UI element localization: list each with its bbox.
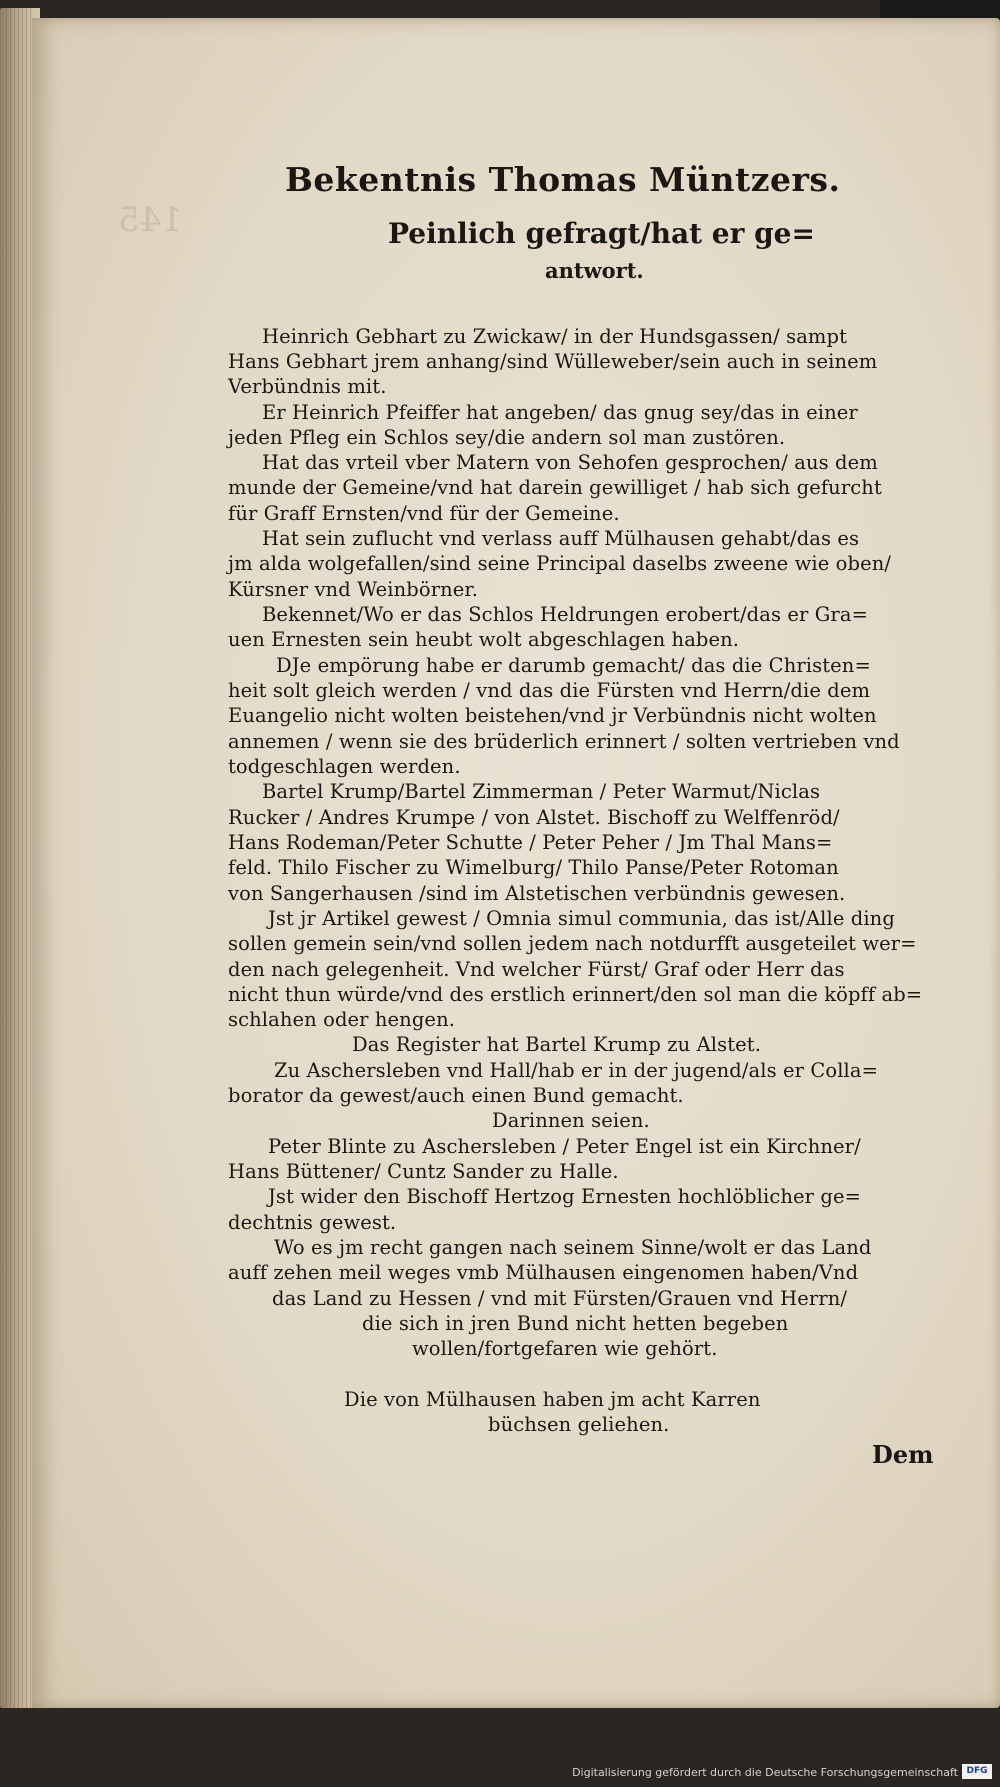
page-subtitle-continuation: antwort. [545, 258, 644, 283]
text-line: Jst wider den Bischoff Hertzog Ernesten hochlöblicher ge= [268, 1185, 862, 1208]
text-line: wollen/fortgefaren wie gehört. [412, 1337, 718, 1360]
text-line: Zu Aschersleben vnd Hall/hab er in der jugend/als er Colla= [274, 1059, 879, 1082]
text-line: Hans Rodeman/Peter Schutte / Peter Peher / Jm Thal Mans= [228, 831, 833, 854]
text-line: auff zehen meil weges vmb Mülhausen eingenomen haben/Vnd [228, 1261, 859, 1284]
text-line: DJe empörung habe er darumb gemacht/ das die Christen= [276, 654, 871, 677]
text-line: Bartel Krump/Bartel Zimmerman / Peter Warmut/Niclas [262, 780, 821, 803]
text-line: das Land zu Hessen / vnd mit Fürsten/Grauen vnd Herrn/ [272, 1287, 848, 1310]
text-line: für Graff Ernsten/vnd für der Gemeine. [228, 502, 620, 525]
text-line: feld. Thilo Fischer zu Wimelburg/ Thilo Panse/Peter Rotoman [228, 856, 839, 879]
text-line: Verbündnis mit. [228, 375, 387, 398]
text-line: sollen gemein sein/vnd sollen jedem nach notdurfft ausgeteilet wer= [228, 932, 917, 955]
text-line: Heinrich Gebhart zu Zwickaw/ in der Hundsgassen/ sampt [262, 325, 848, 348]
catchword: Dem [872, 1440, 934, 1469]
show-through-folio: 145 [118, 200, 183, 240]
text-line: Hans Büttener/ Cuntz Sander zu Halle. [228, 1160, 619, 1183]
text-line: Die von Mülhausen haben jm acht Karren [344, 1388, 761, 1411]
text-line: die sich in jren Bund nicht hetten begeben [362, 1312, 789, 1335]
text-line: büchsen geliehen. [488, 1413, 670, 1436]
text-line: jm alda wolgefallen/sind seine Principal daselbs zweene wie oben/ [228, 552, 892, 575]
text-line: den nach gelegenheit. Vnd welcher Fürst/ Graf oder Herr das [228, 958, 845, 981]
text-line: uen Ernesten sein heubt wolt abgeschlagen haben. [228, 628, 740, 651]
text-line: Darinnen seien. [492, 1109, 650, 1132]
text-line: Hat das vrteil vber Matern von Sehofen gesprochen/ aus dem [262, 451, 878, 474]
page-title: Bekentnis Thomas Müntzers. [285, 160, 841, 199]
page-subtitle: Peinlich gefragt/hat er ge= [388, 217, 815, 250]
text-line: todgeschlagen werden. [228, 755, 461, 778]
text-line: heit solt gleich werden / vnd das die Fürsten vnd Herrn/die dem [228, 679, 871, 702]
text-line: von Sangerhausen /sind im Alstetischen verbündnis gewesen. [228, 882, 846, 905]
text-line: nicht thun würde/vnd des erstlich erinnert/den sol man die köpff ab= [228, 983, 923, 1006]
text-line: Hat sein zuflucht vnd verlass auff Mülhausen gehabt/das es [262, 527, 860, 550]
text-line: annemen / wenn sie des brüderlich erinnert / solten vertrieben vnd [228, 730, 900, 753]
text-line: Peter Blinte zu Aschersleben / Peter Engel ist ein Kirchner/ [268, 1135, 861, 1158]
text-line: dechtnis gewest. [228, 1211, 397, 1234]
text-line: Das Register hat Bartel Krump zu Alstet. [352, 1033, 762, 1056]
dfg-logo: DFG [962, 1764, 992, 1779]
text-line: Hans Gebhart jrem anhang/sind Wülleweber/sein auch in seinem [228, 350, 878, 373]
text-line: schlahen oder hengen. [228, 1008, 456, 1031]
text-line: munde der Gemeine/vnd hat darein gewilliget / hab sich gefurcht [228, 476, 882, 499]
text-line: Wo es jm recht gangen nach seinem Sinne/wolt er das Land [274, 1236, 872, 1259]
text-line: Jst jr Artikel gewest / Omnia simul communia, das ist/Alle ding [268, 907, 895, 930]
text-line: borator da gewest/auch einen Bund gemacht. [228, 1084, 684, 1107]
text-line: Er Heinrich Pfeiffer hat angeben/ das gnug sey/das in einer [262, 401, 858, 424]
footer-credit: Digitalisierung gefördert durch die Deutsche Forschungsgemeinschaft [572, 1766, 958, 1779]
text-line: Bekennet/Wo er das Schlos Heldrungen erobert/das er Gra= [262, 603, 869, 626]
text-line: Euangelio nicht wolten beistehen/vnd jr Verbündnis nicht wolten [228, 704, 877, 727]
text-line: Rucker / Andres Krumpe / von Alstet. Bischoff zu Welffenröd/ [228, 806, 840, 829]
text-line: jeden Pfleg ein Schlos sey/die andern sol man zustören. [228, 426, 786, 449]
text-line: Kürsner vnd Weinbörner. [228, 578, 479, 601]
